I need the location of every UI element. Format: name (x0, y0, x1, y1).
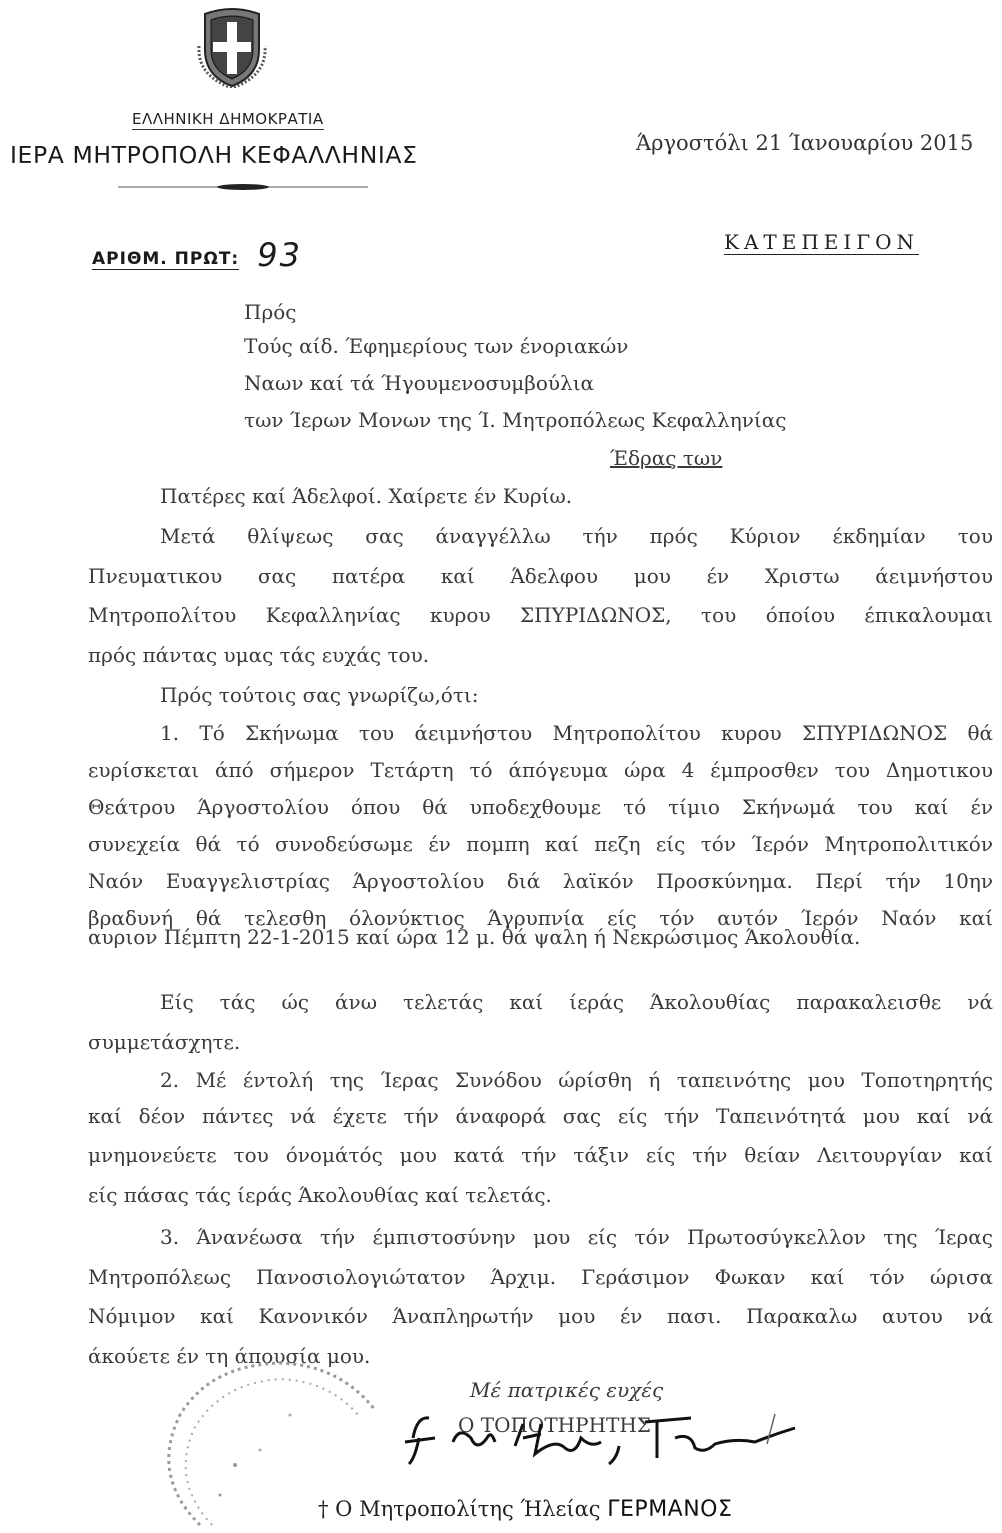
paragraph-1-line: Μητροπολίτου Κεφαλληνίας κυρου ΣΠΥΡΙΔΩΝΟΣ, του όποίου έπικαλουμαι (88, 603, 993, 627)
item-3-line: Μητροπόλεως Πανοσιολογιώτατον Άρχιμ. Γεράσιμον Φωκαν καί τόν ώρισα (88, 1265, 993, 1289)
item-1-line: βραδυνή θά τελεσθη όλονύκτιος Άγρυπνία είς τόν αυτόν Ίερόν Ναόν καί (88, 906, 993, 930)
protocol-label: ΑΡΙΘΜ. ΠΡΩΤ: (92, 249, 240, 269)
closing-wishes: Μέ πατρικές ευχές (470, 1378, 664, 1402)
item-1-line: ευρίσκεται άπό σήμερον Τετάρτη τό άπόγευμα ώρα 4 έμπροσθεν του Δημοτικου (88, 758, 993, 782)
item-2-line: καί δέον πάντες νά έχετε τήν άναφορά σας είς τήν Ταπεινότητά μου καί νά (88, 1104, 993, 1128)
protocol-number (92, 234, 302, 272)
item-2-line: 2. Μέ έντολή της Ίερας Συνόδου ώρίσθη ή ταπεινότης μου Τοποτηρητής (160, 1068, 993, 1092)
invite-line: Είς τάς ώς άνω τελετάς καί ίεράς Άκολουθίας παρακαλεισθε νά (160, 990, 993, 1014)
urgent-label: ΚΑΤΕΠΕΙΓΟΝ (724, 230, 920, 254)
closing-title: Ο ΤΟΠΟΤΗΡΗΤΗΣ (458, 1413, 651, 1437)
item-3-line: 3. Άνανέωσα τήν έμπιστοσύνην μου είς τόν Πρωτοσύγκελλον της Ίερας (160, 1225, 993, 1249)
paragraph-1-line: Πνευματικου σας πατέρα καί Άδελφου μου έν Χριστω άειμνήστου (88, 564, 993, 588)
paragraph-2-intro: Πρός τούτοις σας γνωρίζω,ότι: (160, 683, 479, 707)
signatory-name: ΓΕΡΜΑΝΟΣ (607, 1497, 733, 1522)
invite-line: συμμετάσχητε. (88, 1030, 241, 1054)
recipients-line-2: Ναων καί τά Ήγουμενοσυμβούλια (244, 371, 595, 395)
item-3-line: άκούετε έν τη άπουσία μου. (88, 1344, 371, 1368)
metropolis-heading: ΙΕΡΑ ΜΗΤΡΟΠΟΛΗ ΚΕΦΑΛΛΗΝΙΑΣ (10, 141, 418, 169)
protocol-value: 93 (257, 236, 302, 274)
recipients-seat: Έδρας των (610, 446, 723, 470)
item-1-line: Ναόν Ευαγγελιστρίας Άργοστολίου διά λαϊκόν Προσκύνημα. Περί τήν 10ην (88, 869, 993, 893)
signatory-prefix: † Ο Μητροπολίτης Ήλείας (318, 1497, 601, 1521)
greek-coat-of-arms-icon (197, 6, 267, 88)
greeting: Πατέρες καί Άδελφοί. Χαίρετε έν Κυρίω. (160, 484, 573, 508)
item-1-line: 1. Τό Σκήνωμα του άειμνήστου Μητροπολίτου κυρου ΣΠΥΡΙΔΩΝΟΣ θά (160, 721, 993, 745)
item-2-line: είς πάσας τάς ίεράς Άκολουθίας καί τελετάς. (88, 1183, 552, 1207)
paragraph-1-line: Μετά θλίψεως σας άναγγέλλω τήν πρός Κύριον έκδημίαν του (160, 524, 993, 548)
item-1-line: αυριον Πέμπτη 22-1-2015 καί ώρα 12 μ. θά ψαλη ή Νεκρώσιμος Άκολουθία. (88, 925, 861, 949)
recipients-to: Πρός (244, 300, 297, 324)
item-1-line: Θεάτρου Άργοστολίου όπου θά υποδεχθουμε τό τίμιο Σκήνωμά του καί έν (88, 795, 993, 819)
item-3-line: Νόμιμον καί Κανονικόν Άναπληρωτήν μου έν πασι. Παρακαλω αυτου νά (88, 1304, 993, 1328)
signatory (318, 1497, 732, 1522)
recipients-line-1: Τούς αίδ. Έφημερίους των ένοριακών (244, 334, 629, 358)
recipients-line-3: των Ίερων Μονων της Ί. Μητροπόλεως Κεφαλληνίας (244, 408, 787, 432)
republic-heading: ΕΛΛΗΝΙΚΗ ΔΗΜΟΚΡΑΤΙΑ (132, 110, 324, 128)
item-2-line: μνημονεύετε του όνομάτός μου κατά τήν τάξιν είς τήν θείαν Λειτουργίαν καί (88, 1143, 993, 1167)
header-divider (118, 184, 368, 190)
item-1-line: συνεχεία θά τό συνοδεύσωμε έν πομπη καί πεζη είς τόν Ίερόν Μητροπολιτικόν (88, 832, 993, 856)
paragraph-1-line: πρός πάντας υμας τάς ευχάς του. (88, 643, 430, 667)
handwritten-signature-icon (395, 1408, 825, 1470)
letter-date: Άργοστόλι 21 Ίανουαρίου 2015 (636, 131, 974, 155)
